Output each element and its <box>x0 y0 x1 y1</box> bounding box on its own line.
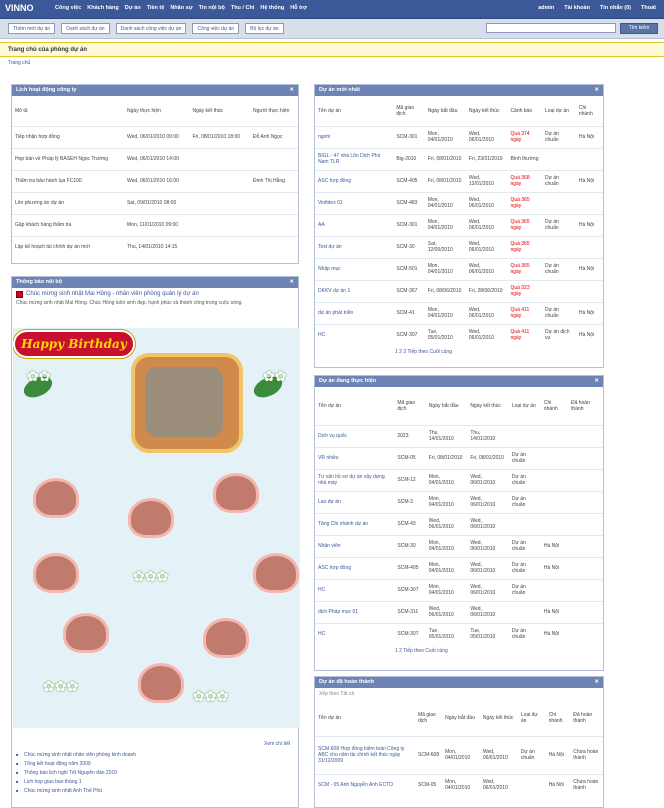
table-row[interactable]: BIGL - 47 nhà Lõn Dịch Phú Nam TLR Big-2010 Fri, 08/01/2010 Fri, 23/01/2010 Bình thường <box>315 148 603 170</box>
user-menu <box>538 5 656 11</box>
table-row[interactable]: ASC hợp đồng SCM-405 Fri, 08/01/2010 Wed, 13/01/2010 Quá 368 ngày Dự án chuẩn Hà Nội <box>315 170 603 192</box>
column-header: Ngày kết thúc <box>192 107 224 114</box>
menu-item[interactable]: Thu / Chi <box>230 5 255 11</box>
menu-item[interactable]: Hệ thống <box>260 5 285 11</box>
add-project-button[interactable]: Thêm mới dự án <box>8 23 55 34</box>
table-row[interactable]: AA SCM-301 Mon, 04/01/2010 Wed, 06/01/2010 Quá 365 ngày Dự án chuẩn Hà Nội <box>315 214 603 236</box>
birthday-image: Happy Birthday ✿✿ ✿✿ ✿✿✿ ✿✿✿ ✿✿✿ <box>13 328 300 728</box>
logout-link[interactable]: Thoát <box>641 5 656 11</box>
news-more-link[interactable]: Xem chi tiết <box>264 741 291 747</box>
menu-item[interactable]: Nhân sự <box>170 5 193 11</box>
table-row[interactable]: Nhập mục SCM-501 Mon, 04/01/2010 Wed, 06/01/2010 Quá 365 ngày Dự án chuẩn Hà Nội <box>315 258 603 280</box>
activity-panel <box>11 84 299 264</box>
close-icon[interactable]: ✕ <box>594 87 599 93</box>
table-row[interactable]: Gặp khách hàng thẩm tra Mon, 11/01/2010 09:00 <box>12 214 298 236</box>
menu-item[interactable]: Tiền tệ <box>146 5 165 11</box>
panel-header: Dự án mới nhất ✕ <box>315 85 603 96</box>
menu-item[interactable]: Công việc <box>55 5 82 11</box>
panel-header: Thông báo nội bộ ✕ <box>12 277 298 288</box>
filter-link[interactable]: Xếp theo Tất cả <box>319 691 355 697</box>
menu-item[interactable]: Tin nội bộ <box>198 5 225 11</box>
column-header: Ngày thực hiện <box>127 107 161 114</box>
table-row[interactable]: VR nhiều SCM-05 Fri, 08/01/2010 Fri, 08/01/2010 Dự án chuẩn <box>315 447 603 469</box>
new-projects-table: Tên dự án Mã giao dịch Ngày bắt đầu Ngày kết thúc Cảnh báo Loại dự án Chi nhánh ngohi SCM-301 Mon, 04/01/2010 Wed, 06/01/2010 Quá 374 ngày Dự án chuẩn Hà Nội BIGL - 47 nhà Lõn Dịch Phú Nam TLR Big-2010 Fri, 08/01/2010 Fri, 23/01/2010 Bình thường ASC hợp đồng SCM-405 Fri, 08/01/2010 Wed, 13/01/2010 Quá 368 ngày Dự án chuẩn Hà Nội Vinfidex 01 SCM-483 Mon, 04/01/2010 Wed, 06/01/2010 Quá 365 ngày AA SCM-301 Mon, 04/01/2010 Wed, 06/01/2010 Quá 365 ngày Dự án chuẩn Hà Nội Test dự án SCM-30 Sat, 12/06/2010 Wed, 06/01/2010 Quá 365 ngày Nhập mục SCM-501 Mon, 04/01/2010 Wed, 06/01/2010 Quá 365 ngày Dự án chuẩn Hà Nội DKKV dự án 1 SCM-367 Fri, 08/06/2010 Fri, 28/06/2010 Quá 323 ngày dự án phát triển SCM-41 Mon, 04/01/2010 Wed, 06/01/2010 Quá 411 ngày Dự án chuẩn Hà Nội HC SCM-307 Tue, 05/01/2010 Wed, 06/01/2010 Quá 411 ngày Dự án dịch vụ Hà Nội <box>315 96 603 346</box>
table-row[interactable]: dự án phát triển SCM-41 Mon, 04/01/2010 Wed, 06/01/2010 Quá 411 ngày Dự án chuẩn Hà Nội <box>315 302 603 324</box>
search-input[interactable] <box>486 23 616 33</box>
running-projects-panel <box>314 375 604 671</box>
table-row[interactable]: Lập kế hoạch tài chính dự án mới Thu, 14/01/2010 14:15 <box>12 236 298 258</box>
table-row[interactable]: Nhận viên SCM-30 Mon, 04/01/2010 Wed, 06/01/2010 Dự án chuẩn Hà Nội <box>315 535 603 557</box>
panel-header: Dự án đang thực hiện ✕ <box>315 376 603 387</box>
list-item[interactable]: ■ Lịch họp giao ban tháng 1 <box>16 779 136 785</box>
list-item[interactable]: ■ Chúc mừng sinh nhật Anh Thế Phú <box>16 788 136 794</box>
menu-item[interactable]: Khách hàng <box>87 5 119 11</box>
pagination[interactable]: 1 2 3 Tiếp theo Cuối cùng <box>395 349 452 355</box>
table-row[interactable]: Lao dự án SCM-3 Mon, 04/01/2010 Wed, 06/01/2010 Dự án chuẩn <box>315 491 603 513</box>
table-row[interactable]: Test dự án SCM-30 Sat, 12/06/2010 Wed, 06/01/2010 Quá 365 ngày <box>315 236 603 258</box>
menu-item[interactable]: Dự án <box>124 5 141 11</box>
running-projects-table: Tên dự án Mã giao dịch Ngày bắt đầu Ngày kết thúc Loại dự án Chi nhánh Đã hoàn thành Dịch vụ quốc 2023 Thu, 14/01/2010 Thu, 14/01/2010 VR nhiều SCM-05 Fri, 08/01/2010 Fri, 08/01/2010 Dự án chuẩn Tư vấn hồ sơ dự án xây dựng nhà máy SCM-12 Mon, 04/01/2010 Wed, 06/01/2010 Dự án chuẩn Lao dự án SCM-3 Mon, 04/01/2010 Wed, 06/01/2010 Dự án chuẩn Tăng Chi nhánh dự án SCM-43 Wed, 06/01/2010 Wed, 06/01/2010 Nhận viên SCM-30 Mon, 04/01/2010 Wed, 06/01/2010 Dự án chuẩn Hà Nội ASC hợp đồng SCM-405 Mon, 04/01/2010 Wed, 06/01/2010 Dự án chuẩn Hà Nội HC SCM-307 Mon, 04/01/2010 Wed, 06/01/2010 Dự án chuẩn dịch Pháp mục 01 SCM-311 Wed, 06/01/2010 Wed, 06/01/2010 Hà Nội HC SCM-307 Tue, 05/01/2010 Tue, 05/01/2010 Dự án chuẩn Hà Nội <box>315 387 603 645</box>
table-row[interactable]: Vinfidex 01 SCM-483 Mon, 04/01/2010 Wed, 06/01/2010 Quá 365 ngày <box>315 192 603 214</box>
table-row[interactable]: DKKV dự án 1 SCM-367 Fri, 08/06/2010 Fri, 28/06/2010 Quá 323 ngày <box>315 280 603 302</box>
account-link[interactable]: Tài khoản <box>564 5 590 11</box>
app-logo[interactable]: VINNO <box>5 3 34 13</box>
news-list <box>16 749 136 797</box>
panel-header: Lịch hoạt động công ty ✕ <box>12 85 298 96</box>
list-item[interactable]: ■ Thông báo lịch nghỉ Tết Nguyên đán 2010 <box>16 770 136 776</box>
project-tasks-button[interactable]: Công việc dự án <box>192 23 239 34</box>
news-icon <box>16 291 23 298</box>
done-projects-table: Tên dự án Mã giao dịch Ngày bắt đầu Ngày kết thúc Loại dự án Chi nhánh Đã hoàn thành SCM-608 Hợp đồng kiểm toán Công ty ABC cho năm tài chính kết thúc ngày 31/12/2009 SCM-608 Mon, 04/01/2010 Wed, 06/01/2010 Dự án chuẩn Hà Nội Chưa hoàn thành SCM - 05 Anh Nguyễn Anh ECTO SCM-05 Mon, 04/01/2010 Wed, 06/01/2010 Hà Nội Chưa hoàn thành <box>315 700 603 796</box>
page-title: Trang chủ của phòng dự án <box>8 47 88 53</box>
user-link[interactable]: admin <box>538 5 555 11</box>
close-icon[interactable]: ✕ <box>594 679 599 685</box>
table-row[interactable]: ngohi SCM-301 Mon, 04/01/2010 Wed, 06/01/2010 Quá 374 ngày Dự án chuẩn Hà Nội <box>315 126 603 148</box>
search-button[interactable]: Tìm kiếm <box>620 23 658 34</box>
tv-frame-photo <box>131 353 243 453</box>
breadcrumb[interactable]: Trang chủ <box>8 60 31 66</box>
project-list-button[interactable]: Danh sách dự án <box>61 23 109 34</box>
table-row[interactable]: Dịch vụ quốc 2023 Thu, 14/01/2010 Thu, 14/01/2010 <box>315 425 603 447</box>
close-icon[interactable]: ✕ <box>289 279 294 285</box>
menu-item[interactable]: Hỗ trợ <box>290 5 307 11</box>
list-item[interactable]: ■ Chúc mừng sinh nhật nhân viên phòng kinh doanh <box>16 752 136 758</box>
pagination[interactable]: 1 2 Tiếp theo Cuối cùng <box>395 648 448 654</box>
table-row[interactable]: Tiếp nhận hợp đồng Wed, 06/01/2010 09:00 Fri, 08/01/2010 18:00 Đỗ Anh Ngọc <box>12 126 298 148</box>
column-header: Mô tả <box>15 107 28 114</box>
news-headline[interactable]: Chúc mừng sinh nhật Mai Hồng - nhân viên phòng quản lý dự án <box>26 291 199 297</box>
table-row[interactable]: SCM-608 Hợp đồng kiểm toán Công ty ABC cho năm tài chính kết thúc ngày 31/12/2009 SCM-608 Mon, 04/01/2010 Wed, 06/01/2010 Dự án chuẩn Hà Nội Chưa hoàn thành <box>315 736 603 774</box>
table-row[interactable]: Họp bàn về Pháp lý BASEH Ngọc Trường Wed, 06/01/2010 14:00 <box>12 148 298 170</box>
news-summary: Chúc mừng sinh nhật Mai Hồng. Chúc Hồng luôn xinh đẹp, hạnh phúc và thành công trong cuộc sống. <box>16 300 243 306</box>
action-toolbar <box>0 19 664 39</box>
close-icon[interactable]: ✕ <box>594 378 599 384</box>
top-navigation-bar <box>0 0 664 19</box>
table-row[interactable]: ASC hợp đồng SCM-405 Mon, 04/01/2010 Wed, 06/01/2010 Dự án chuẩn Hà Nội <box>315 557 603 579</box>
table-row[interactable]: Lên phương án dự án Sat, 09/01/2010 08:00 <box>12 192 298 214</box>
column-header: Người thực hiện <box>253 107 290 114</box>
new-projects-panel <box>314 84 604 368</box>
project-task-list-button[interactable]: Danh sách công việc dự án <box>116 23 187 34</box>
table-row[interactable]: Thẩm tra bảo hành lụa FC100 Wed, 06/01/2010 16:00 Đinh Thị Hằng <box>12 170 298 192</box>
page-header <box>0 42 664 57</box>
table-row[interactable]: HC SCM-307 Tue, 05/01/2010 Wed, 06/01/2010 Quá 411 ngày Dự án dịch vụ Hà Nội <box>315 324 603 346</box>
close-icon[interactable]: ✕ <box>289 87 294 93</box>
table-row[interactable]: Tư vấn hồ sơ dự án xây dựng nhà máy SCM-12 Mon, 04/01/2010 Wed, 06/01/2010 Dự án chuẩn <box>315 469 603 491</box>
table-row[interactable]: dịch Pháp mục 01 SCM-311 Wed, 06/01/2010 Wed, 06/01/2010 Hà Nội <box>315 601 603 623</box>
messages-link[interactable]: Tin nhắn (0) <box>599 5 632 11</box>
panel-header: Dự án đã hoàn thành ✕ <box>315 677 603 688</box>
table-row[interactable]: HC SCM-307 Mon, 04/01/2010 Wed, 06/01/2010 Dự án chuẩn <box>315 579 603 601</box>
table-row[interactable]: HC SCM-307 Tue, 05/01/2010 Tue, 05/01/2010 Dự án chuẩn Hà Nội <box>315 623 603 645</box>
table-row[interactable]: SCM - 05 Anh Nguyễn Anh ECTO SCM-05 Mon, 04/01/2010 Wed, 06/01/2010 Hà Nội Chưa hoàn thành <box>315 774 603 796</box>
table-row[interactable]: Tăng Chi nhánh dự án SCM-43 Wed, 06/01/2010 Wed, 06/01/2010 <box>315 513 603 535</box>
happy-birthday-banner: Happy Birthday <box>13 330 135 358</box>
activity-table <box>12 96 298 258</box>
main-menu <box>55 5 307 11</box>
list-item[interactable]: ■ Tổng kết hoạt động năm 2009 <box>16 761 136 767</box>
project-filter-button[interactable]: Bộ lọc dự án <box>245 23 283 34</box>
done-projects-panel <box>314 676 604 808</box>
